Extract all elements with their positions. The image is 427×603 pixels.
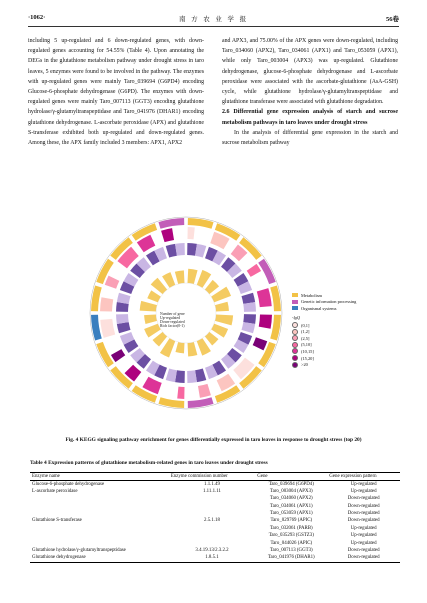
table-cell: Taro_003004 (APX3) — [269, 488, 313, 494]
pathway-category-segment — [270, 285, 281, 311]
down-regulated-bar — [242, 322, 256, 333]
gene-count-bar — [187, 227, 194, 239]
table-header-row — [30, 473, 400, 481]
legend-scale-item — [292, 361, 356, 368]
table-cell: Down-regulated — [327, 555, 400, 563]
legend-category — [292, 292, 356, 299]
legend-scale-dot — [292, 329, 298, 335]
rich-factor-bar — [187, 342, 197, 357]
page-header — [28, 12, 399, 27]
pathway-category-segment — [188, 218, 214, 229]
gene-count-bar — [257, 288, 272, 307]
table-cell: Glutathione hydrolase/γ-glutamyltranspeptidase — [32, 547, 126, 553]
table-cell: Glutathione S-transferase — [32, 518, 82, 524]
col-header: Enzyme name — [30, 473, 169, 481]
rich-factor-bar — [162, 272, 175, 288]
legend-category — [292, 299, 356, 306]
rich-factor-bar — [215, 314, 233, 325]
table-row — [30, 540, 400, 547]
section-heading — [222, 107, 398, 127]
table-cell: Up-regulated — [350, 525, 377, 531]
volume-label: 56卷 — [386, 16, 399, 23]
pathway-category-segment — [91, 285, 102, 311]
legend-category — [292, 305, 356, 312]
legend-scale-item — [292, 328, 356, 335]
rich-factor-bar — [175, 342, 184, 353]
inner-legend-item: Rich factor(0-1) — [160, 324, 185, 328]
table-cell — [30, 540, 169, 547]
legend-scale-dot — [292, 362, 298, 368]
gene-count-bar — [100, 297, 113, 311]
gene-count-bar — [177, 387, 184, 399]
gene-count-bar — [161, 228, 174, 242]
page-number: ·1062· — [28, 14, 46, 21]
rich-factor-bar — [175, 270, 185, 284]
legend-scale-dot — [292, 335, 298, 341]
table-cell: Down-regulated — [347, 496, 380, 502]
gene-count-bar — [253, 337, 268, 350]
table-row — [30, 481, 400, 489]
table-cell — [30, 533, 169, 540]
table-row — [30, 518, 400, 525]
journal-title: 南 方 农 业 学 报 — [178, 16, 249, 23]
gene-count-bar — [111, 349, 125, 362]
table-caption: Table 4 Expression patterns of glutathione metabolism-related genes in taro leaves under drought stress — [30, 460, 268, 466]
up-regulated-bar — [166, 244, 177, 258]
legend-scale-dot — [292, 355, 298, 361]
pathway-category-segment — [158, 397, 184, 408]
inner-legend-item: Down-regulated — [160, 320, 185, 324]
table-cell — [169, 533, 256, 540]
col-header: Enzyme commission number — [169, 473, 256, 481]
legend-scale-label: (10,15] — [301, 348, 314, 354]
table-cell: Taro_034061 (APX1) — [269, 503, 313, 509]
legend-scale-dot — [292, 342, 298, 348]
pathway-category-segment — [188, 397, 214, 408]
legend-scale-label: (0,1] — [301, 322, 310, 328]
figure-legend — [292, 292, 356, 368]
section-title: Differential gene expression analysis of starch and sucrose metabolism pathways in taro leaves under drought stress — [222, 109, 398, 126]
table-cell: Up-regulated — [350, 540, 377, 546]
legend-scale-item — [292, 342, 356, 349]
table-cell — [169, 540, 256, 547]
legend-scale-title: -lgQ — [292, 314, 301, 320]
legend-scale-label: (15,20] — [301, 355, 314, 361]
legend-scale-label: (2,5] — [301, 335, 310, 341]
legend-scale-label: (1,2] — [301, 329, 310, 335]
table-cell: Taro_053059 (APX1) — [269, 511, 313, 517]
gene-count-bar — [100, 319, 115, 338]
col-header: Gene expression pattern — [327, 473, 400, 481]
legend-scale-label: (5,10] — [301, 342, 312, 348]
expression-table — [30, 472, 400, 563]
inner-legend-item: Number of gene — [160, 312, 185, 316]
down-regulated-bar — [195, 244, 206, 258]
table-cell: 3.4.19.13/2.3.2.2 — [195, 547, 229, 553]
gene-count-bar — [198, 384, 211, 398]
legend-scale-label: >20 — [301, 362, 308, 368]
pathway-category-segment — [91, 315, 102, 341]
up-regulated-bar — [195, 369, 206, 383]
table-row — [30, 511, 400, 518]
table-cell: 1.1.1.49 — [204, 481, 220, 487]
inner-legend — [160, 312, 185, 328]
legend-swatch — [292, 306, 298, 310]
table-cell — [30, 525, 169, 532]
legend-swatch — [292, 293, 298, 297]
section-number: 2.6 — [222, 109, 230, 116]
table-row — [30, 555, 400, 563]
legend-scale-item — [292, 355, 356, 362]
right-column — [222, 36, 398, 148]
rich-factor-bar — [187, 269, 197, 284]
table-cell — [169, 525, 256, 532]
table-cell: Down-regulated — [347, 518, 380, 524]
rich-factor-bar — [215, 302, 229, 312]
table-cell: Glucose-6-phosphate dehydrogenase — [32, 481, 105, 487]
right-paragraph-top: and APX3, and 75.00% of the APX genes were down-regulated, including Taro_034060 (APX2), Taro_034061 (APX1) and Taro_053059 (APX1), while only Taro_003004 (APX3) was up-regulated. Glutathione dehydrogenase, glucose-6-phosphate dehydrogenase and L-ascorbate peroxidase were associated with the ascorbate-glutathione (AsA-GSH) cycle, while glutathione hydrolase/γ-glutamyltranspeptidase and glutathione transferase were associated with glutathione degradation. — [222, 38, 398, 106]
table-cell: Glutathione dehydrogenase — [30, 555, 169, 563]
table-row — [30, 547, 400, 554]
table-cell: 2.5.1.18 — [204, 518, 220, 524]
legend-swatch — [292, 300, 298, 304]
gene-count-bar — [259, 314, 272, 328]
table-cell: Down-regulated — [347, 547, 380, 553]
table-cell: Taro_029769 (APIC) — [270, 518, 313, 524]
table-cell: Down-regulated — [347, 511, 380, 517]
rich-factor-bar — [144, 314, 157, 323]
down-regulated-bar — [117, 293, 131, 304]
legend-scale-dot — [292, 348, 298, 354]
table-cell: Up-regulated — [350, 481, 377, 487]
table-cell: Taro_032061 (PARB) — [269, 525, 313, 531]
table-cell: Up-regulated — [350, 488, 377, 494]
legend-label: Organismal systems — [301, 305, 337, 311]
table-cell — [30, 511, 169, 518]
gene-count-bar — [247, 264, 261, 277]
table-cell: Taro_035293 (GSTZ3) — [268, 533, 314, 539]
pathway-category-segment — [158, 218, 184, 229]
col-header: Gene — [255, 473, 327, 481]
legend-scale-item — [292, 348, 356, 355]
table-row — [30, 488, 400, 495]
table-cell: Taro_044026 (APIC) — [270, 540, 313, 546]
table-cell: Taro_034060 (APX2) — [269, 496, 313, 502]
legend-label: Metabolism — [301, 292, 322, 298]
legend-scale-item — [292, 335, 356, 342]
gene-count-bar — [105, 276, 120, 289]
pathway-category-segment — [270, 315, 281, 341]
table-row — [30, 533, 400, 540]
left-paragraph: including 5 up-regulated and 6 down-regulated genes, with down-regulated genes accounting for 54.55% (Table 4). Upon annotating the DEGs in the glutathione metabolism pathway under drought stress in taro leaves, 5 enzymes were found to be involved in the pathway. The enzymes with up-regulated genes were mainly Taro_039694 (G6PD4) encoding Glucose-6-phosphate dehydrogenase (G6PD). The enzymes with down-regulated genes were mainly Taro_007113 (GGT3) encoding glutathione hydrolase/γ-glutamyltranspeptidase and Taro_041976 (DHAR1) encoding glutathione dehydrogenase. L-ascorbate peroxidase (APX) and glutathione S-transferase exhibited both up-regulated and down-regulated genes. Among these, the APX family included 3 members: APX1, APX2 — [28, 38, 204, 147]
rich-factor-bar — [140, 301, 157, 312]
up-regulated-bar — [242, 293, 256, 304]
table-cell: Down-regulated — [347, 503, 380, 509]
table-cell: 1.8.5.1 — [169, 555, 256, 563]
right-paragraph-bottom: In the analysis of differential gene expression in the starch and sucrose metabolism pathway — [222, 129, 398, 147]
table-cell — [169, 496, 256, 503]
table-cell — [169, 511, 256, 518]
table-cell: Taro_007113 (GGT3) — [269, 547, 313, 553]
up-regulated-bar — [117, 322, 131, 333]
pathway-category-segment — [258, 259, 276, 284]
table-cell: L-ascorbate peroxidase — [32, 488, 78, 494]
legend-scale-dot — [292, 322, 298, 328]
legend-scale-item — [292, 322, 356, 329]
table-cell: Taro_039694 (G6PD4) — [268, 481, 314, 487]
figure-caption: Fig. 4 KEGG signaling pathway enrichment for genes differentially expressed in taro leaves in response to drought stress (top 20) — [65, 437, 362, 443]
table-cell — [30, 496, 169, 503]
inner-legend-item: Up-regulated — [160, 316, 181, 320]
legend-label: Genetic information processing — [301, 299, 357, 305]
table-cell — [30, 503, 169, 510]
table-cell: Taro_041976 (DHAR1) — [255, 555, 327, 563]
table-row — [30, 503, 400, 510]
left-column — [28, 36, 204, 148]
table-cell — [169, 503, 256, 510]
table-cell: Up-regulated — [350, 533, 377, 539]
table-cell: 1.11.1.11 — [203, 488, 221, 494]
table-row — [30, 525, 400, 532]
table-row — [30, 496, 400, 503]
down-regulated-bar — [166, 369, 177, 383]
pathway-category-segment — [96, 342, 114, 367]
